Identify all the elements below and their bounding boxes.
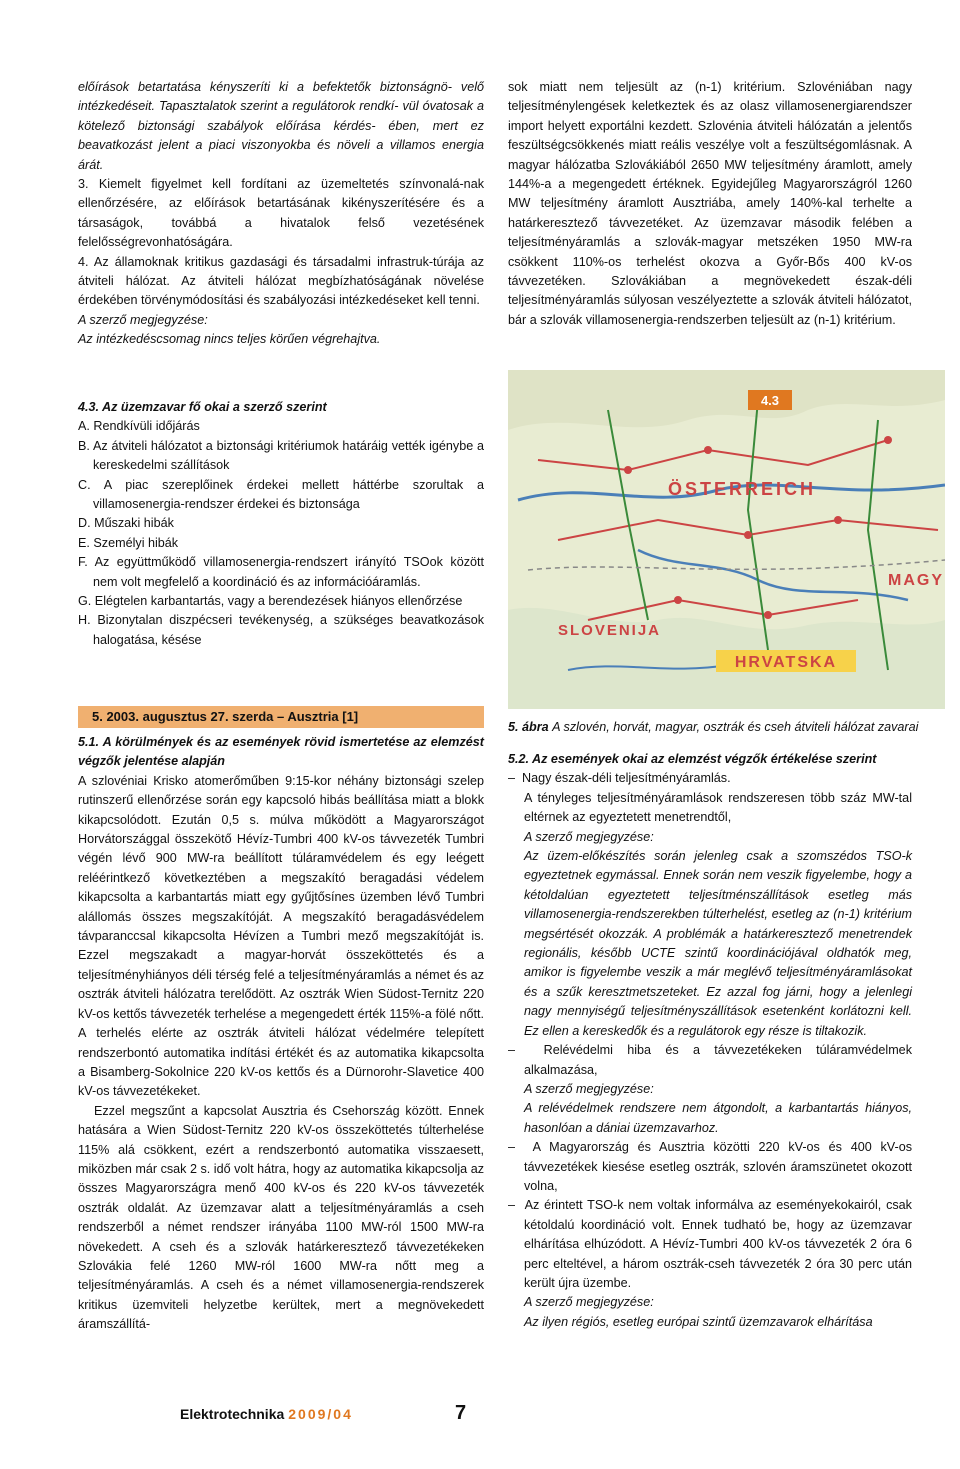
cause-g: G. Elégtelen karbantartás, vagy a berendezések hiányos ellenőrzése bbox=[78, 594, 463, 609]
journal-name: Elektrotechnika bbox=[180, 1406, 285, 1422]
item-4: 4. Az államoknak kritikus gazdasági és társadalmi infrastruk-túrája az átviteli hálózat. Az átviteli hálózat megbízhatóságának növelése érdekében törvénymódosítási és szabályozási intézkedéseket kell tenni. bbox=[78, 254, 484, 308]
section-4-3-title: 4.3. Az üzemzavar fő okai a szerző szerint bbox=[78, 400, 327, 414]
cause-a: A. Rendkívüli időjárás bbox=[78, 419, 200, 434]
list-item-1-text: A tényleges teljesítményáramlások rendszeresen több száz MW-tal eltérnek az egyeztetett menetrendtől, bbox=[524, 790, 912, 825]
page-number: 7 bbox=[455, 1402, 467, 1424]
section-5-1-title: 5.1. A körülmények és az események rövid ismertetése az elemzést végzők jelentése alapján bbox=[78, 735, 484, 769]
author-note-3-label: A szerző megjegyzése: bbox=[524, 1295, 654, 1310]
map-label-austria: ÖSTERREICH bbox=[668, 479, 817, 499]
paragraph-top: sok miatt nem teljesült az (n-1) kritérium. Szlovéniában nagy teljesítménylengések keletkeztek és az olasz villamosenergiarendszer import helyett exportálni kezdett. Szlovénia átviteli hálózatán a jelentős feszültségcsökkenés miatt reális veszélye volt a feszültségomlásnak. A magyar hálózatba Szlovákiából 2650 MW teljesítmény áramlott, amely 144%-a a megengedett értéknek. Egyidejűleg Magyarországról 1260 MW teljesítmény áramlott Ausztriába, amely 140%-kal terhelte a határkeresztező távvezetéket. Az üzemzavar második felében a teljesítményáramlás a szlovák-magyar metszéken 1950 MW-ra csökkent 110%-os terhelést okozva a Győr-Bős 400 kV-os távvezetéken. Szlovákiában a megnövekedett észak-déli teljesítményáramlás súlyosan veszélyeztette a szlovák átviteli hálózatot, bár a szlovák villamosenergia-rendszerben teljesült az (n-1) kritérium. bbox=[508, 80, 912, 327]
author-note-2-text: A relévédelmek rendszere nem átgondolt, a karbantartás hiányos, hasonlóan a dániai üzemzavarhoz. bbox=[524, 1101, 912, 1135]
author-note-2-label: A szerző megjegyzése: bbox=[524, 1081, 654, 1096]
author-note-1-label: A szerző megjegyzése: bbox=[524, 829, 654, 844]
map-label-slovenia: SLOVENIJA bbox=[558, 622, 662, 639]
author-note-1-text: Az üzem-előkészítés során jelenleg csak a szomszédos TSO-k egyeztetnek egymással. Ennek során nem veszik figyelembe, hogy a kétoldalúan egyeztetett teljesítménszállítások esetleg más villamosenergia-rendszerekben túlterhelést, esetleg az (n-1) kritérium megsértését okozzák. A problémák a határkeresztező menetrendek regionális, később UCTE szintű koordinációjával oldhatók meg, amikor is figyelembe veszik a már meglévő teljesítményáramlásokat és a szűk keresztmetszeteket. Ez azzal fog járni, hogy a jelenlegi nagy mennyiségű teljesítményszállítások esetenként korlátozni kell. Ez ellen a kereskedők és a regulátorok egy része is tiltakozik. bbox=[524, 849, 912, 1038]
figure-caption-text: A szlovén, horvát, magyar, osztrák és cseh átviteli hálózat zavarai bbox=[552, 720, 919, 734]
causes-section bbox=[78, 398, 484, 650]
author-note-label: A szerző megjegyzése: bbox=[78, 312, 208, 327]
figure-caption bbox=[508, 718, 948, 736]
network-map bbox=[508, 370, 945, 709]
author-note-text: Az intézkedéscsomag nincs teljes körűen végrehajtva. bbox=[78, 332, 381, 347]
cause-h: H. Bizonytalan diszpécseri tevékenység, a szükséges beavatkozások halogatása, késése bbox=[78, 613, 484, 647]
item-3: 3. Kiemelt figyelmet kell fordítani az üzemeltetés színvonalá-nak ellenőrzésére, az előírások betartásának kikényszerítésére és a társaságok, továbbá a hivatalok felső vezetésének felelősségrevonhatóságára. bbox=[78, 177, 484, 250]
cause-f: F. Az együttműködő villamosenergia-rendszert irányító TSOok között nem volt megfelelő a koordináció és az információáramlás. bbox=[78, 555, 484, 589]
section-5-1 bbox=[78, 733, 484, 1335]
footer bbox=[180, 1402, 353, 1426]
map-label-croatia: HRVATSKA bbox=[734, 654, 838, 671]
paragraph-2: Ezzel megszűnt a kapcsolat Ausztria és Csehország között. Ennek hatására a Wien Südost-Ternitz 220 kV-os összeköttetés túlterhelése 115% alá csökkent, ezért a rendszerbontó automatika visszaesett, miközben már csak 2 s. idő volt hátra, hogy az automatika kikapcsolja az összes Magyarországra menő 400 kV-os és 220 kV-os távvezeték osztrák oldalát. Az üzemzavar alatt a teljesítményáramlás a cseh rendszerből a német rendszer irányába 1100 MW-ról 1500 MW-ra növekedett. A cseh és a szlovák határkeresztező távvezetékeken Szlovákia felé 1260 MW-ról 1600 MW-ra nőtt meg a teljesítményáramlás. A cseh és a német villamosenergia-rendszerek kritikus üzemviteli helyzetbe kerültek, mert a megnövekedett áramszállítá- bbox=[78, 1103, 484, 1332]
map-label-hungary: MAGY bbox=[888, 572, 944, 589]
figure-label: 5. ábra bbox=[508, 720, 549, 734]
intro-italic: előírások betartatása kényszeríti ki a befektetők biztonságnö- velő intézkedéseit. Tapasztalatok szerint a regulátorok rendkí- vül óvatosak a kötelező biztonsági szabályok előírása kérdés- ében, mert ez beavatkozást jelent a piaci viszonyokba és növeli a villamos energia árát. bbox=[78, 80, 485, 172]
issue-number: 2009/04 bbox=[288, 1406, 353, 1422]
section-5-banner: 5. 2003. augusztus 27. szerda – Ausztria [1] bbox=[78, 706, 484, 728]
marker-label: 4.3 bbox=[760, 393, 780, 408]
list-item-2: – Relévédelmi hiba és a távvezetékeken túláramvédelmek alkalmazása, bbox=[508, 1043, 912, 1077]
list-item-1: – Nagy észak-déli teljesítményáramlás. bbox=[508, 771, 731, 786]
left-column bbox=[78, 78, 484, 350]
section-5-2 bbox=[508, 750, 912, 1332]
author-note-3-text: Az ilyen régiós, esetleg európai szintű üzemzavarok elhárítása bbox=[524, 1314, 873, 1329]
cause-e: E. Személyi hibák bbox=[78, 535, 179, 550]
list-item-4: – Az érintett TSO-k nem voltak informálva az eseményekokairól, csak kétoldalú koordináció volt. Ennek tudható be, hogy az üzemzavar elhárítása elhúzódott. A Hévíz-Tumbri 400 kV-os távvezeték 2 óra 6 perc elteltével, a három osztrák-cseh távvezeték 2 óra 30 perc után került újra üzembe. bbox=[508, 1198, 912, 1290]
map-graphic bbox=[508, 370, 945, 709]
cause-b: B. Az átviteli hálózatot a biztonsági kritériumok határáig vették igénybe a kereskedelmi szállítások bbox=[78, 438, 484, 473]
paragraph-1: A szlovéniai Krisko atomerőműben 9:15-kor néhány biztonsági szelep rutinszerű ellenőrzése során egy kapcsoló hibás beállítása miatt a blokk kikapcsolódott. Ezután 0,5 s. múlva működött a Magyarországot Horvátországgal összekötő Hévíz-Tumbri 400 kV-os távvezeték Tumbri végén lévő 900 MW-ra beállított túláramvédelem és egy leégett reléérintkező következtében a megszakító beragadási védelem kikapcsolta a karbantartás miatt egy gyűjtősínes üzemben lévő Tumbri alállomás összes megszakítóját. A megszakító beragadásvédelem távparanccsal kikapcsolta Hévízen a Tumbri mező megszakítóját is. Ezzel megszakadt a magyar-horvát összeköttetés és a teljesítményhiányos déli térség felé a teljesítményáramlás a német és az osztrák átviteli hálózatra terelődött. Az osztrák Wien Südost-Ternitz 220 kV-os kettős távvezeték terhelése a megengedett érték 115%-a fölé nőtt. A terhelés elérte az osztrák átviteli hálózat védelmére telepített rendszerbontó automatika indítási értékét és az automatika kikapcsolta a Bisamberg-Sokolnice 220 kV-os kettős és a Dürnorohr-Slavetice 400 kV-os távvezetékeket. bbox=[78, 773, 484, 1099]
right-column-top bbox=[508, 78, 912, 330]
section-5-2-title: 5.2. Az események okai az elemzést végzők értékelése szerint bbox=[508, 752, 877, 766]
cause-d: D. Műszaki hibák bbox=[78, 516, 174, 531]
cause-c: C. A piac szereplőinek érdekei mellett háttérbe szorultak a villamosenergia-rendszer érdekei és biztonsága bbox=[78, 477, 484, 512]
list-item-3: – A Magyarország és Ausztria közötti 220 kV-os és 400 kV-os távvezetékek kiesése esetleg osztrák, szlovén áramszünetet okozott volna, bbox=[508, 1140, 912, 1193]
